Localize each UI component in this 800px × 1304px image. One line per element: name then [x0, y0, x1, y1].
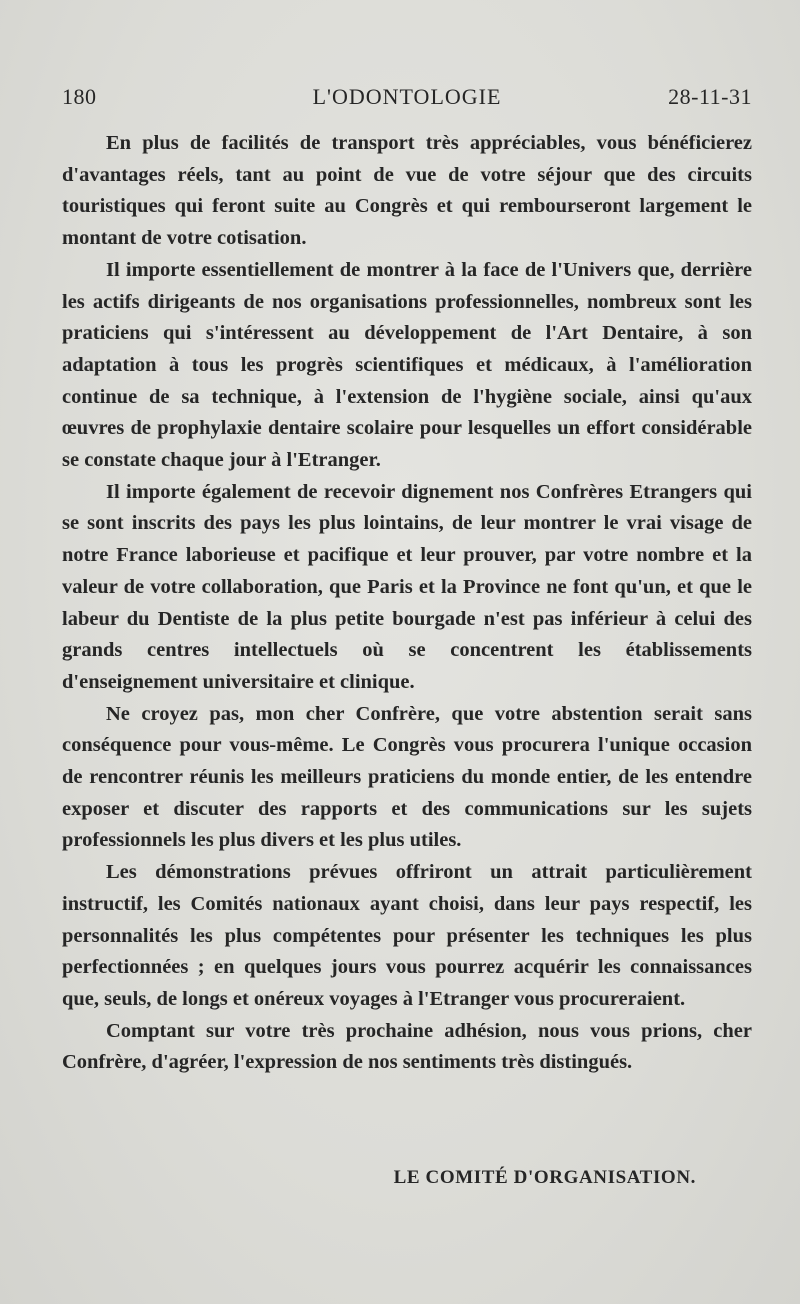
paragraph: Comptant sur votre très prochaine adhésion, nous vous prions, cher Confrère, d'agréer, l'expression de nos sentiments très distingués. — [62, 1019, 752, 1074]
paragraph: Il importe essentiellement de montrer à la face de l'Univers que, derrière les actifs dirigeants de nos organisations professionnelles, nombreux sont les praticiens qui s'intéressent au développement de l'Art Dentaire, à son adaptation à tous les progrès scientifiques et médicaux, à l'amélioration continue de sa technique, à l'extension de l'hygiène sociale, ainsi qu'aux œuvres de prophylaxie dentaire scolaire pour lesquelles un effort considérable se constate chaque jour à l'Etranger. — [62, 258, 752, 472]
paragraph: En plus de facilités de transport très appréciables, vous bénéficierez d'avantages réels, tant au point de vue de votre séjour que des circuits touristiques qui feront suite au Congrès et qui rembourseront largement le montant de votre cotisation. — [62, 132, 752, 250]
paragraph: Ne croyez pas, mon cher Confrère, que votre abstention serait sans conséquence pour vous-même. Le Congrès vous procurera l'unique occasion de rencontrer réunis les meilleurs praticiens du monde entier, de les entendre exposer et discuter des rapports et des communications sur les sujets professionnels les plus divers et les plus utiles. — [62, 702, 752, 852]
issue-date: 28-11-31 — [668, 84, 752, 109]
running-header — [62, 84, 752, 114]
page-number: 180 — [62, 84, 97, 109]
signature: LE COMITÉ D'ORGANISATION. — [393, 1167, 696, 1188]
paragraph: Les démonstrations prévues offriront un attrait particulièrement instructif, les Comités nationaux ayant choisi, dans leur pays respectif, les personnalités les plus compétentes pour présenter les techniques les plus perfectionnées ; en quelques jours vous pourrez acquérir les connaissances que, seuls, de longs et onéreux voyages à l'Etranger vous procureraient. — [62, 861, 752, 1010]
article-body — [62, 128, 752, 1079]
paragraph: Il importe également de recevoir dignement nos Confrères Etrangers qui se sont inscrits des pays les plus lointains, de leur montrer le vrai visage de notre France laborieuse et pacifique et leur prouver, par votre nombre et la valeur de votre collaboration, que Paris et la Province ne font qu'un, et que le labeur du Dentiste de la plus petite bourgade n'est pas inférieur à celui des grands centres intellectuels où se concentrent les établissements d'enseignement universitaire et clinique. — [62, 480, 752, 693]
journal-title: L'ODONTOLOGIE — [312, 84, 502, 109]
